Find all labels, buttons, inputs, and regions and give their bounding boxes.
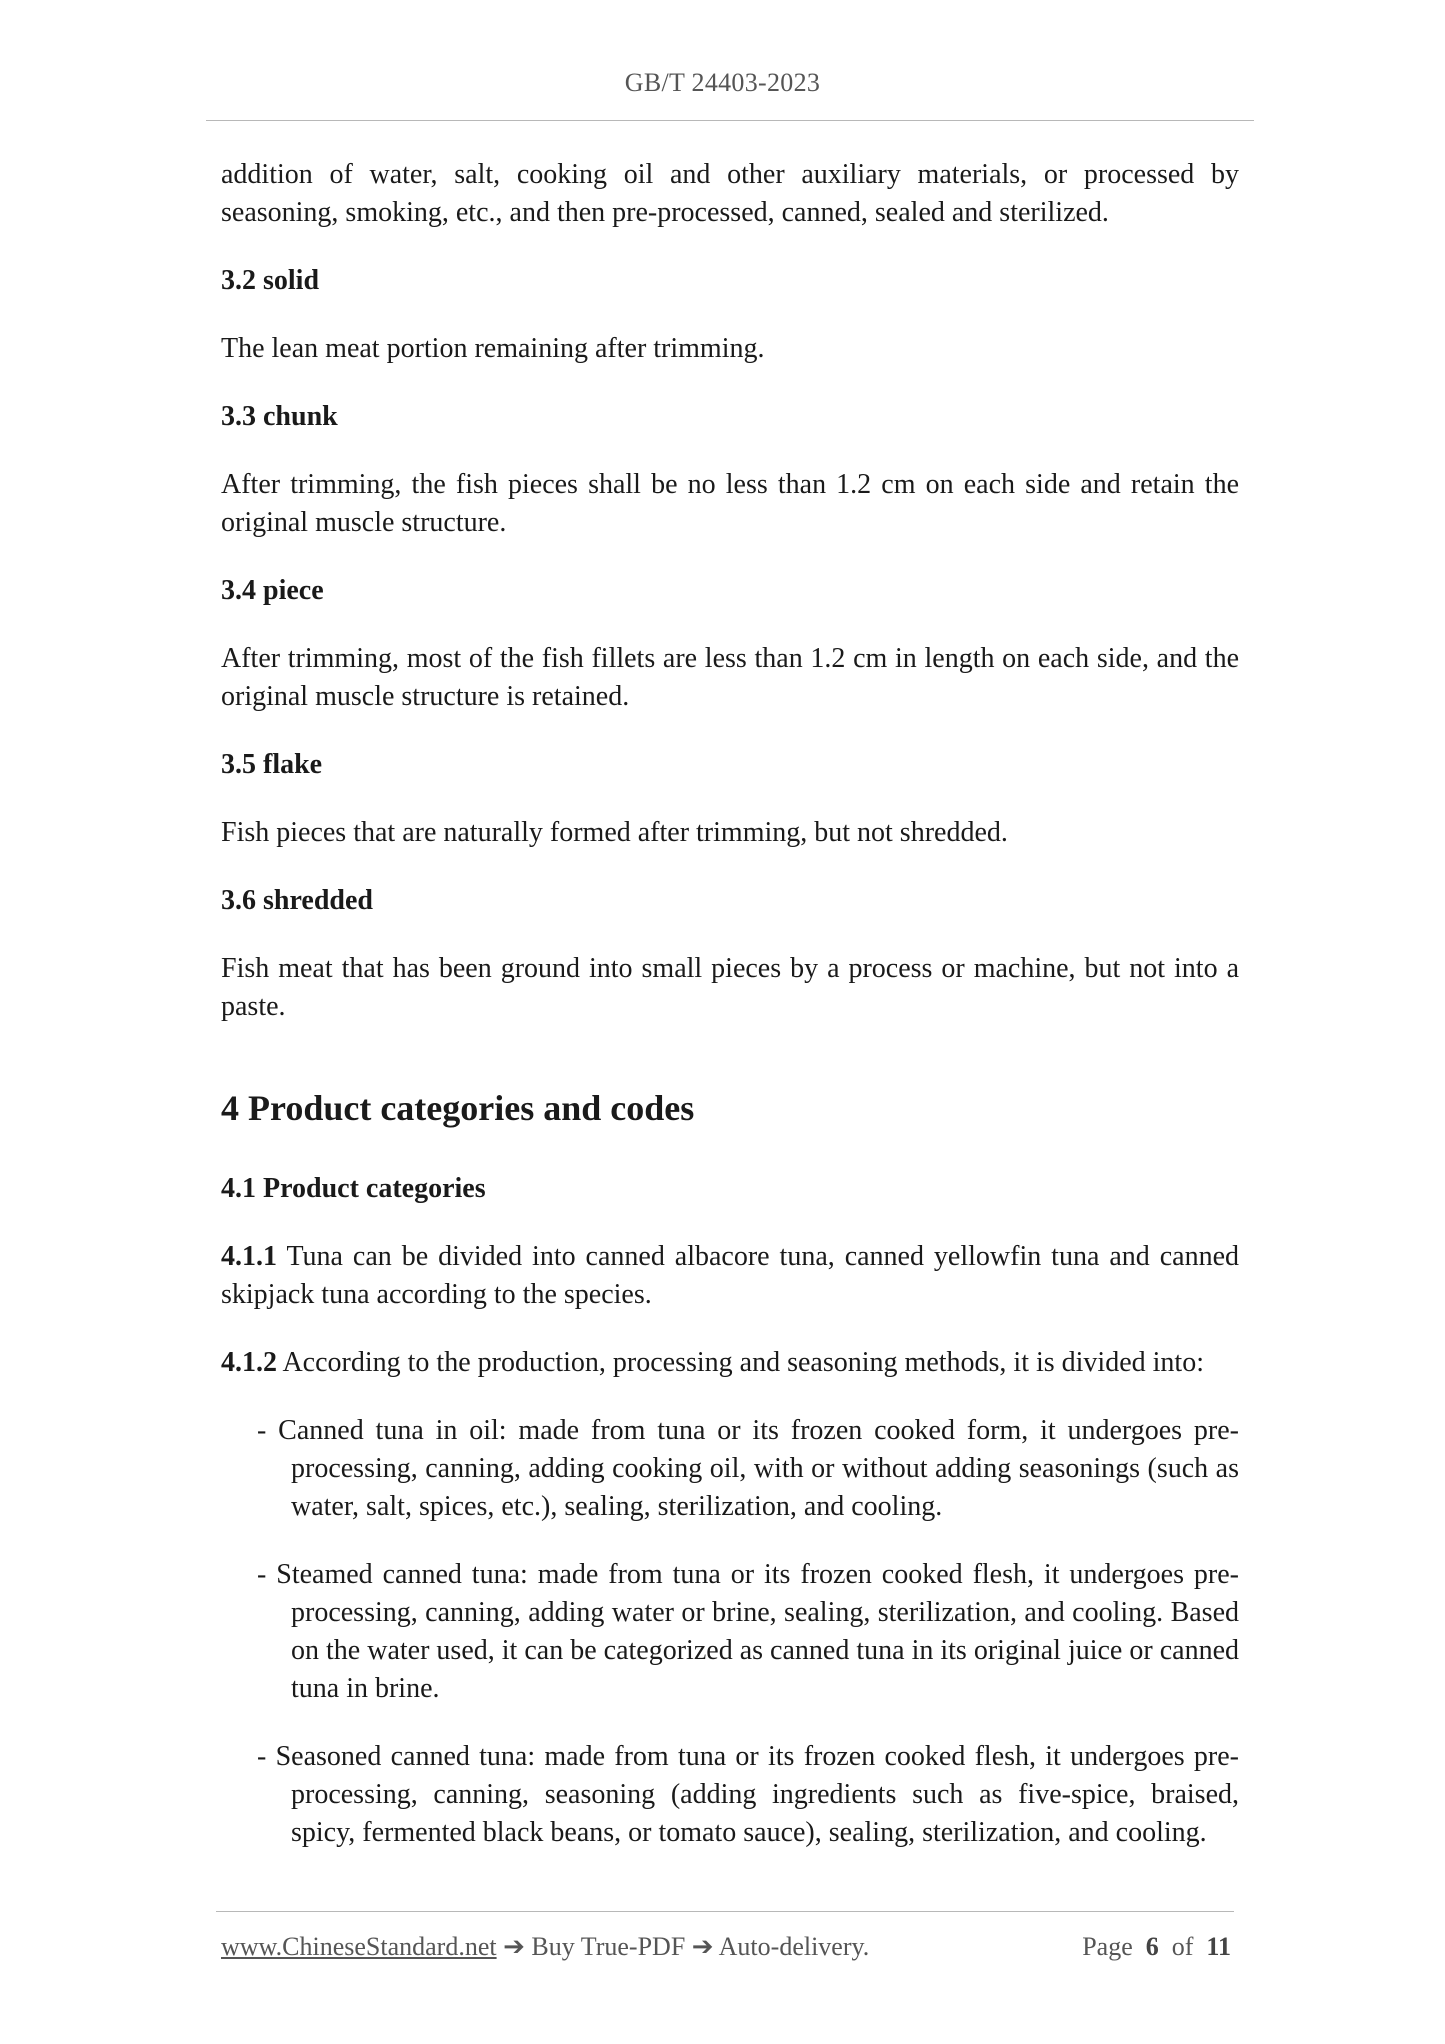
- buy-text: Buy True-PDF: [531, 1932, 686, 1961]
- term-heading-flake: 3.5 flake: [221, 749, 323, 780]
- arrow-icon: ➔: [685, 1932, 719, 1961]
- total-pages: 11: [1206, 1932, 1231, 1961]
- page-number: [1082, 1930, 1231, 1964]
- document-body: [221, 156, 1239, 1882]
- header-divider: [206, 120, 1254, 121]
- clause-4-1-1: [221, 1238, 1239, 1314]
- current-page: 6: [1145, 1932, 1159, 1961]
- clause-4-1-2: [221, 1344, 1239, 1382]
- term-definition-shredded: Fish meat that has been ground into small pieces by a process or machine, but not into a paste.: [221, 953, 1239, 1022]
- term-definition-piece: After trimming, most of the fish fillets are less than 1.2 cm in length on each side, and the original muscle structure is retained.: [221, 643, 1239, 712]
- delivery-text: Auto-delivery.: [718, 1932, 870, 1961]
- term-definition-chunk: After trimming, the fish pieces shall be no less than 1.2 cm on each side and retain the original muscle structure.: [221, 469, 1239, 538]
- term-heading-solid: 3.2 solid: [221, 265, 320, 296]
- category-list: [221, 1412, 1239, 1852]
- document-header: GB/T 24403-2023: [624, 68, 821, 97]
- term-heading-chunk: 3.3 chunk: [221, 401, 338, 432]
- footer-divider: [216, 1911, 1234, 1912]
- clause-number: 4.1.2: [221, 1347, 277, 1378]
- page-label: Page: [1082, 1932, 1133, 1961]
- list-item: - Steamed canned tuna: made from tuna or its frozen cooked flesh, it undergoes pre-processing, canning, adding water or brine, sealing, sterilization, and cooling. Based on the water used, it can be categorized as canned tuna in its original juice or canned tuna in brine.: [257, 1559, 1239, 1704]
- intro-paragraph: addition of water, salt, cooking oil and other auxiliary materials, or processed by seasoning, smoking, etc., and then pre-processed, canned, sealed and sterilized.: [221, 159, 1239, 228]
- clause-text: According to the production, processing and seasoning methods, it is divided into:: [277, 1347, 1204, 1378]
- section-heading: 4.1 Product categories: [221, 1173, 486, 1204]
- footer-promo: [221, 1930, 869, 1964]
- term-heading-piece: 3.4 piece: [221, 575, 324, 606]
- term-definition-solid: The lean meat portion remaining after trimming.: [221, 333, 765, 364]
- clause-text: Tuna can be divided into canned albacore tuna, canned yellowfin tuna and canned skipjack tuna according to the species.: [221, 1241, 1239, 1310]
- list-item: - Canned tuna in oil: made from tuna or its frozen cooked form, it undergoes pre-processing, canning, adding cooking oil, with or without adding seasonings (such as water, salt, spices, etc.), sealing, sterilization, and cooling.: [257, 1415, 1239, 1522]
- clause-number: 4.1.1: [221, 1241, 277, 1272]
- arrow-icon: ➔: [496, 1932, 532, 1961]
- of-label: of: [1171, 1932, 1194, 1961]
- list-item: - Seasoned canned tuna: made from tuna or its frozen cooked flesh, it undergoes pre-processing, canning, seasoning (adding ingredients such as five-spice, braised, spicy, fermented black beans, or tomato sauce), sealing, sterilization, and cooling.: [257, 1741, 1239, 1848]
- site-link[interactable]: www.ChineseStandard.net: [221, 1932, 497, 1961]
- chapter-heading: 4 Product categories and codes: [221, 1088, 695, 1128]
- term-heading-shredded: 3.6 shredded: [221, 885, 373, 916]
- term-definition-flake: Fish pieces that are naturally formed after trimming, but not shredded.: [221, 817, 1008, 848]
